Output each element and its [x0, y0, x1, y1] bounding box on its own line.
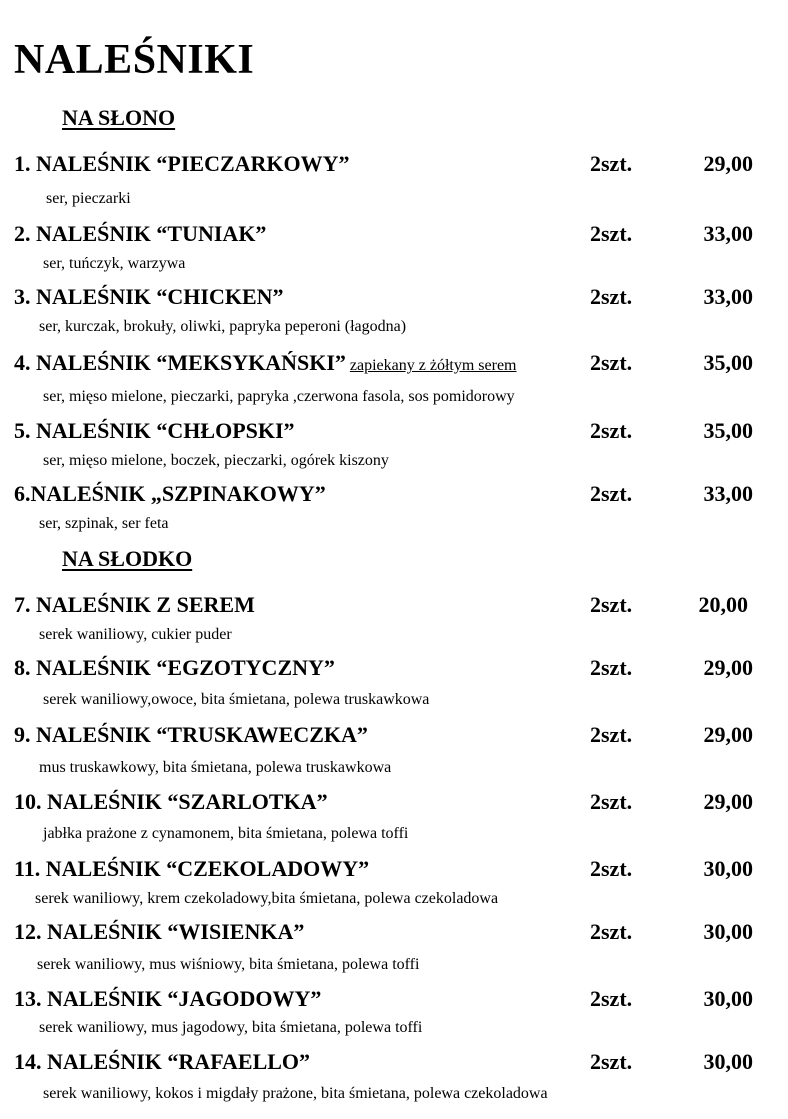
menu-item-quantity: 2szt.	[590, 856, 633, 881]
menu-item-description: ser, mięso mielone, boczek, pieczarki, ogórek kiszony	[43, 452, 389, 469]
menu-item-price: 33,00	[703, 221, 753, 246]
section-heading-sweet: NA SŁODKO	[62, 546, 193, 571]
menu-item-price: 33,00	[703, 284, 753, 309]
page-title: NALEŚNIKI	[14, 37, 255, 83]
menu-item-quantity: 2szt.	[590, 919, 633, 944]
menu-item-name: 5. NALEŚNIK “CHŁOPSKI”	[14, 418, 295, 443]
menu-item-quantity: 2szt.	[590, 284, 633, 309]
menu-item-description: ser, kurczak, brokuły, oliwki, papryka peperoni (łagodna)	[39, 318, 407, 335]
menu-item-quantity: 2szt.	[590, 350, 633, 375]
menu-item-description: serek waniliowy, krem czekoladowy,bita śmietana, polewa czekoladowa	[35, 890, 499, 907]
menu-item-quantity: 2szt.	[590, 722, 633, 747]
menu-item-name: 6.NALEŚNIK „SZPINAKOWY”	[14, 481, 326, 506]
menu-item-quantity: 2szt.	[590, 1049, 633, 1074]
menu-item-price: 29,00	[703, 722, 753, 747]
menu-item-quantity: 2szt.	[590, 151, 633, 176]
menu-item-description: ser, tuńczyk, warzywa	[43, 255, 186, 272]
menu-item-name: 8. NALEŚNIK “EGZOTYCZNY”	[14, 655, 335, 680]
menu-item-description: serek waniliowy, cukier puder	[39, 626, 232, 643]
menu-item-quantity: 2szt.	[590, 789, 633, 814]
menu-item-name: 2. NALEŚNIK “TUNIAK”	[14, 221, 267, 246]
menu-item-price: 20,00	[698, 592, 748, 617]
menu-item-quantity: 2szt.	[590, 221, 633, 246]
menu-item-price: 30,00	[703, 986, 753, 1011]
menu-item-quantity: 2szt.	[590, 655, 633, 680]
menu-item-description: serek waniliowy, kokos i migdały prażone, bita śmietana, polewa czekoladowa	[43, 1085, 548, 1102]
menu-item-price: 35,00	[703, 418, 753, 443]
menu-item-description: mus truskawkowy, bita śmietana, polewa truskawkowa	[39, 759, 392, 776]
menu-item-description: ser, pieczarki	[46, 190, 131, 207]
menu-item-price: 30,00	[703, 1049, 753, 1074]
menu-item-quantity: 2szt.	[590, 986, 633, 1011]
menu-item-price: 29,00	[703, 789, 753, 814]
menu-item-price: 30,00	[703, 856, 753, 881]
menu-item-name: 11. NALEŚNIK “CZEKOLADOWY”	[14, 856, 370, 881]
menu-item-price: 35,00	[703, 350, 753, 375]
menu-item-name: 14. NALEŚNIK “RAFAELLO”	[14, 1049, 311, 1074]
menu-item-price: 29,00	[703, 151, 753, 176]
menu-item-description: serek waniliowy, mus jagodowy, bita śmietana, polewa toffi	[39, 1019, 423, 1036]
menu-item-quantity: 2szt.	[590, 592, 633, 617]
menu-item-name: 4. NALEŚNIK “MEKSYKAŃSKI” zapiekany z żółtym serem	[14, 350, 517, 375]
menu-item-description: serek waniliowy,owoce, bita śmietana, polewa truskawkowa	[43, 691, 430, 708]
menu-item-name: 9. NALEŚNIK “TRUSKAWECZKA”	[14, 722, 368, 747]
menu-item-name: 3. NALEŚNIK “CHICKEN”	[14, 284, 284, 309]
menu-item-description: serek waniliowy, mus wiśniowy, bita śmietana, polewa toffi	[37, 956, 420, 973]
menu-item-quantity: 2szt.	[590, 418, 633, 443]
menu-item-description: ser, mięso mielone, pieczarki, papryka ,czerwona fasola, sos pomidorowy	[43, 388, 515, 405]
menu-item-name: 7. NALEŚNIK Z SEREM	[14, 592, 255, 617]
menu-item-name: 12. NALEŚNIK “WISIENKA”	[14, 919, 305, 944]
menu-item-name: 1. NALEŚNIK “PIECZARKOWY”	[14, 151, 350, 176]
menu-item-description: jabłka prażone z cynamonem, bita śmietana, polewa toffi	[43, 825, 409, 842]
menu-item-price: 30,00	[703, 919, 753, 944]
menu-item-description: ser, szpinak, ser feta	[39, 515, 169, 532]
menu-item-quantity: 2szt.	[590, 481, 633, 506]
menu-item-price: 29,00	[703, 655, 753, 680]
menu-item-price: 33,00	[703, 481, 753, 506]
menu-item-note: zapiekany z żółtym serem	[349, 357, 517, 374]
menu-item-name: 10. NALEŚNIK “SZARLOTKA”	[14, 789, 328, 814]
section-heading-savory: NA SŁONO	[62, 105, 176, 130]
menu-item-name: 13. NALEŚNIK “JAGODOWY”	[14, 986, 322, 1011]
